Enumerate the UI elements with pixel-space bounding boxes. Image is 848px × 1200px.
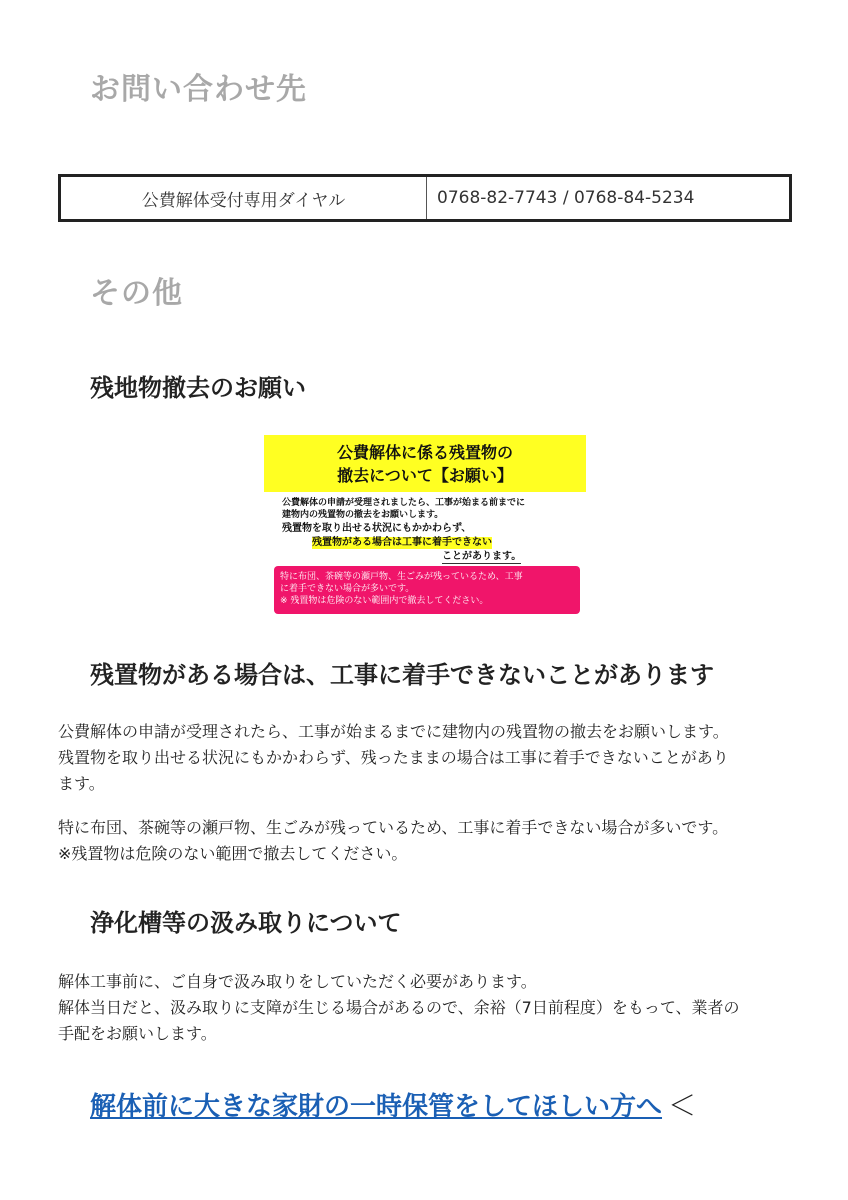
leftover-para1-line3: ます。 [58, 774, 105, 793]
notice-pink-box [274, 566, 580, 614]
notice-pink-line1: 特に布団、茶碗等の瀬戸物、生ごみが残っているため、工事 [280, 572, 523, 582]
notice-body-line3: 残置物を取り出せる状況にもかかわらず、 [282, 523, 472, 534]
notice-body-line5: ことがあります。 [442, 551, 522, 562]
septic-heading: 浄化槽等の汲み取りについて [90, 909, 402, 937]
septic-paragraph [58, 969, 798, 1047]
leftover-para1-line2: 残置物を取り出せる状況にもかかわらず、残ったままの場合は工事に着手できないことがあり [58, 748, 729, 767]
notice-body [264, 492, 586, 564]
leftover-para1-line1: 公費解体の申請が受理されたら、工事が始まるまでに建物内の残置物の撤去をお願いします。 [58, 722, 729, 741]
contact-label-cell: 公費解体受付専用ダイヤル [61, 177, 427, 219]
leftover-paragraph-2 [58, 815, 798, 867]
notice-body-line2: 建物内の残置物の撤去をお願いします。 [282, 510, 444, 520]
contact-heading: お問い合わせ先 [90, 72, 307, 107]
storage-link-heading [90, 1084, 696, 1124]
leftover-paragraph-1 [58, 719, 798, 797]
septic-line2: 解体当日だと、汲み取りに支障が生じる場合があるので、余裕（7日前程度）をもって、業者の [58, 998, 740, 1017]
notice-title [264, 435, 586, 492]
other-heading: その他 [90, 276, 183, 311]
notice-body-line1: 公費解体の申請が受理されましたら、工事が始まる前までに [282, 498, 526, 508]
storage-link-chevron: ＜ [668, 1089, 697, 1122]
contact-phone-cell: 0768-82-7743 / 0768-84-5234 [437, 188, 695, 208]
leftover-para2-line2: ※残置物は危険のない範囲で撤去してください。 [58, 844, 408, 863]
notice-title-line2: 撤去について【お願い】 [337, 465, 513, 485]
contact-table [58, 174, 792, 222]
leftover-subheading: 残置物がある場合は、工事に着手できないことがあります [90, 661, 714, 689]
storage-link[interactable]: 解体前に大きな家財の一時保管をしてほしい方へ [90, 1091, 663, 1122]
notice-body-line4: 残置物がある場合は工事に着手できない [312, 537, 492, 548]
notice-pink-line3: ※ 残置物は危険のない範囲内で撤去してください。 [280, 596, 489, 606]
leftover-para2-line1: 特に布団、茶碗等の瀬戸物、生ごみが残っているため、工事に着手できない場合が多いです。 [58, 818, 729, 837]
septic-line3: 手配をお願いします。 [58, 1024, 217, 1043]
notice-pink-line2: に着手できない場合が多いです。 [280, 584, 415, 594]
notice-title-line1: 公費解体に係る残置物の [336, 442, 513, 462]
septic-line1: 解体工事前に、ご自身で汲み取りをしていただく必要があります。 [58, 972, 537, 991]
leftover-notice-image [264, 435, 586, 617]
leftover-heading: 残地物撤去のお願い [90, 374, 306, 402]
